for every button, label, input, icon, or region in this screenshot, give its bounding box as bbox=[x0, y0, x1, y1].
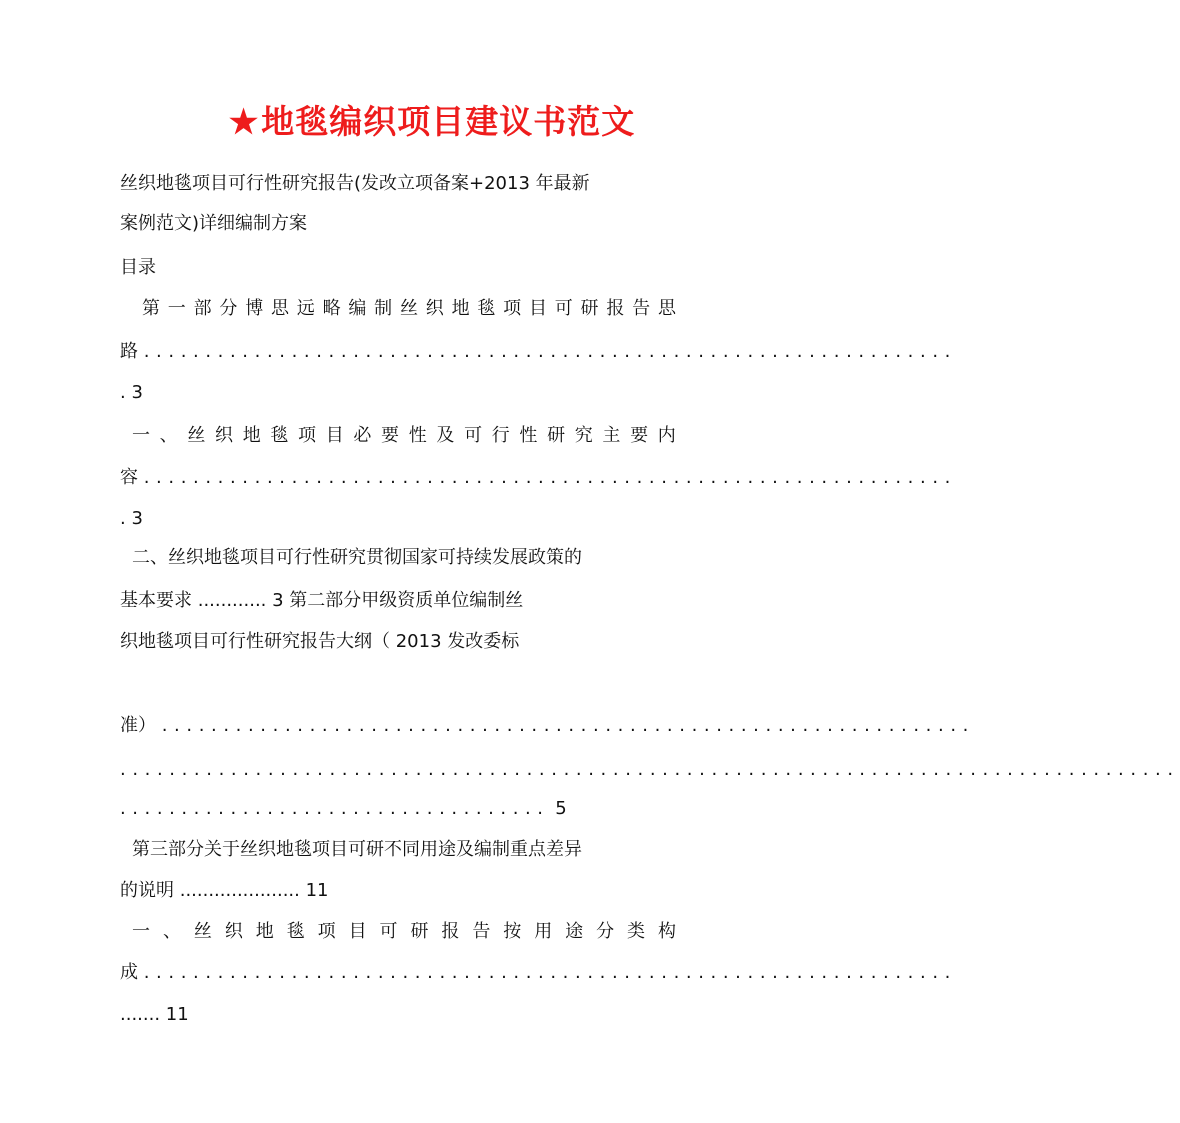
dot-leader: .................................................................. bbox=[143, 467, 957, 488]
label-char: 报 bbox=[606, 298, 625, 319]
label-char: 丝 bbox=[193, 921, 212, 942]
label-char: 项 bbox=[503, 298, 522, 319]
label-char: 远 bbox=[296, 298, 315, 319]
toc-part1-label-end: 路 bbox=[120, 341, 138, 362]
label-char: 一 bbox=[132, 425, 150, 446]
label-char: 用 bbox=[534, 921, 553, 942]
label-char: 毯 bbox=[477, 298, 496, 319]
toc-part2-leader-1 bbox=[120, 714, 975, 738]
label-char: 目 bbox=[528, 298, 547, 319]
label-char: 第 bbox=[142, 298, 160, 319]
toc-heading: 目录 bbox=[120, 257, 156, 278]
toc-part1-leader bbox=[120, 340, 957, 364]
toc-item1-page: . 3 bbox=[120, 508, 143, 529]
toc-item1-label-end: 容 bbox=[120, 467, 138, 488]
toc-part2-label-end: 准） bbox=[120, 715, 156, 736]
document-title bbox=[0, 96, 794, 143]
toc-item2-line3: 织地毯项目可行性研究报告大纲（ 2013 发改委标 bbox=[120, 631, 520, 652]
label-char: 一 bbox=[167, 298, 186, 319]
toc-part3-line1: 第三部分关于丝织地毯项目可研不同用途及编制重点差异 bbox=[132, 839, 582, 860]
toc-part2-page bbox=[120, 797, 567, 821]
label-char: 制 bbox=[374, 298, 393, 319]
label-char: 研 bbox=[410, 921, 429, 942]
label-char: 编 bbox=[348, 298, 367, 319]
label-char: 项 bbox=[298, 425, 317, 446]
label-char: 告 bbox=[472, 921, 491, 942]
toc-item2-line1: 二、丝织地毯项目可行性研究贯彻国家可持续发展政策的 bbox=[132, 547, 582, 568]
label-char: 目 bbox=[348, 921, 367, 942]
label-char: 及 bbox=[436, 425, 455, 446]
toc-part1-page: . 3 bbox=[120, 382, 143, 403]
toc-item2-line2: 基本要求 ............ 3 第二部分甲级资质单位编制丝 bbox=[120, 590, 524, 611]
label-char: 主 bbox=[602, 425, 621, 446]
label-char: 织 bbox=[215, 425, 234, 446]
label-char: 丝 bbox=[399, 298, 418, 319]
intro-line-1: 丝织地毯项目可行性研究报告(发改立项备案+2013 年最新 bbox=[120, 173, 590, 194]
toc-part1-label bbox=[120, 297, 676, 321]
label-char: 内 bbox=[657, 425, 676, 446]
dot-leader: ................................... bbox=[120, 798, 550, 819]
toc-part2-page-number: 5 bbox=[555, 798, 567, 819]
label-char: 、 bbox=[162, 921, 181, 942]
label-char: 要 bbox=[630, 425, 649, 446]
label-char: 必 bbox=[353, 425, 372, 446]
label-char: 性 bbox=[408, 425, 427, 446]
label-char: 构 bbox=[657, 921, 676, 942]
star-icon: ★ bbox=[228, 102, 260, 141]
toc-part3-line2: 的说明 ..................... 11 bbox=[120, 880, 329, 901]
label-char: 思 bbox=[270, 298, 289, 319]
label-char: 按 bbox=[503, 921, 522, 942]
label-char: 织 bbox=[425, 298, 444, 319]
toc-item3-label bbox=[120, 920, 676, 944]
label-char: 分 bbox=[596, 921, 615, 942]
label-char: 可 bbox=[554, 298, 573, 319]
label-char: 、 bbox=[159, 425, 178, 446]
toc-item3-label-end: 成 bbox=[120, 962, 138, 983]
toc-part2-leader-2 bbox=[120, 758, 1180, 782]
label-char: 项 bbox=[317, 921, 336, 942]
toc-item1-label bbox=[120, 424, 676, 448]
toc-item3-page: ....... 11 bbox=[120, 1004, 189, 1025]
label-char: 博 bbox=[245, 298, 264, 319]
dot-leader: .................................................................. bbox=[143, 962, 957, 983]
label-char: 可 bbox=[379, 921, 398, 942]
toc-item1-leader bbox=[120, 466, 957, 490]
label-char: 思 bbox=[657, 298, 676, 319]
label-char: 毯 bbox=[270, 425, 289, 446]
label-char: 究 bbox=[574, 425, 593, 446]
title-text: 地毯编织项目建议书范文 bbox=[261, 102, 636, 141]
label-char: 研 bbox=[547, 425, 566, 446]
label-char: 性 bbox=[519, 425, 538, 446]
label-char: 部 bbox=[193, 298, 212, 319]
label-char: 类 bbox=[627, 921, 645, 942]
label-char: 地 bbox=[255, 921, 274, 942]
label-char: 一 bbox=[132, 921, 150, 942]
label-char: 织 bbox=[224, 921, 243, 942]
toc-item3-leader bbox=[120, 961, 957, 985]
dot-leader: .................................................................. bbox=[143, 341, 957, 362]
label-char: 报 bbox=[441, 921, 460, 942]
label-char: 要 bbox=[381, 425, 400, 446]
label-char: 目 bbox=[325, 425, 344, 446]
label-char: 可 bbox=[464, 425, 483, 446]
label-char: 途 bbox=[565, 921, 584, 942]
dot-leader: ...................................................................................... bbox=[120, 759, 1180, 780]
label-char: 略 bbox=[322, 298, 341, 319]
label-char: 地 bbox=[451, 298, 470, 319]
intro-line-2: 案例范文)详细编制方案 bbox=[120, 213, 308, 234]
dot-leader: .................................................................. bbox=[161, 715, 975, 736]
label-char: 丝 bbox=[187, 425, 206, 446]
label-char: 分 bbox=[219, 298, 238, 319]
label-char: 告 bbox=[632, 298, 651, 319]
label-char: 地 bbox=[242, 425, 261, 446]
label-char: 行 bbox=[491, 425, 510, 446]
label-char: 研 bbox=[580, 298, 599, 319]
label-char: 毯 bbox=[286, 921, 305, 942]
